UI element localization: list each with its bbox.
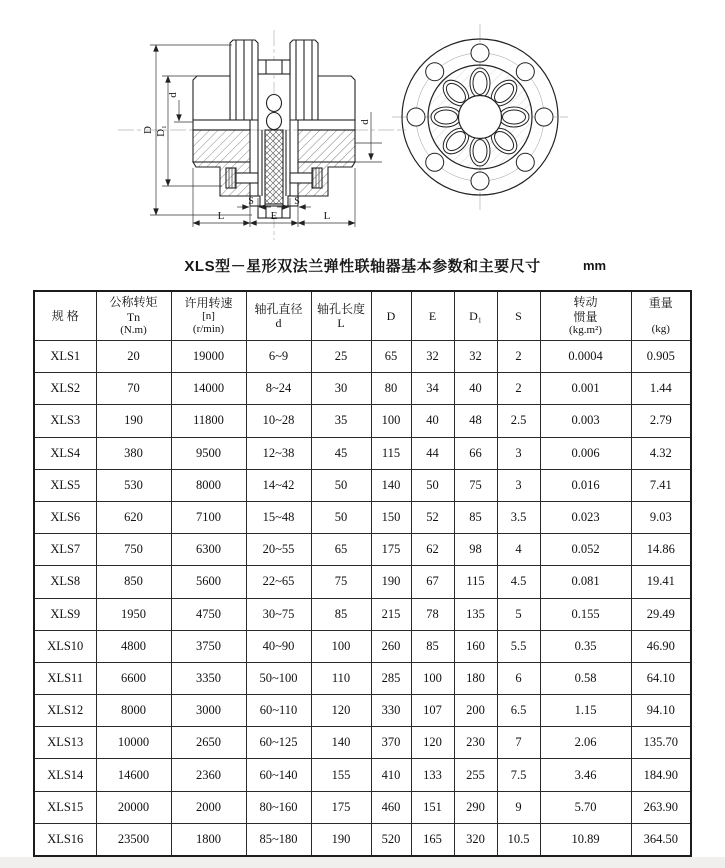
table-cell-bore_length: 25 xyxy=(311,341,371,373)
table-cell-inertia: 0.052 xyxy=(540,534,631,566)
table-cell-E: 50 xyxy=(411,469,454,501)
table-cell-allowable_speed: 7100 xyxy=(171,501,246,533)
table-cell-weight: 4.32 xyxy=(631,437,691,469)
table-row xyxy=(34,341,691,373)
table-cell-bore_diameter: 60~125 xyxy=(246,727,311,759)
header-cell-S: S xyxy=(497,291,540,341)
table-cell-D: 410 xyxy=(371,759,411,791)
table-cell-spec: XLS7 xyxy=(34,534,96,566)
dim-label-outer-diameter: D xyxy=(142,126,154,134)
dim-label-gap-right: S xyxy=(294,196,300,207)
table-cell-bore_diameter: 30~75 xyxy=(246,598,311,630)
table-cell-weight: 0.905 xyxy=(631,341,691,373)
table-cell-S: 5.5 xyxy=(497,630,540,662)
table-cell-D1: 66 xyxy=(454,437,497,469)
table-cell-E: 151 xyxy=(411,791,454,823)
table-cell-bore_diameter: 60~140 xyxy=(246,759,311,791)
table-cell-bore_length: 175 xyxy=(311,791,371,823)
dim-label-flange-diameter: D₁ xyxy=(155,125,167,137)
table-cell-D: 260 xyxy=(371,630,411,662)
table-cell-nominal_torque: 190 xyxy=(96,405,171,437)
table-cell-weight: 14.86 xyxy=(631,534,691,566)
table-cell-D: 285 xyxy=(371,662,411,694)
table-cell-nominal_torque: 6600 xyxy=(96,662,171,694)
table-cell-allowable_speed: 11800 xyxy=(171,405,246,437)
table-row xyxy=(34,534,691,566)
table-cell-D: 460 xyxy=(371,791,411,823)
table-cell-inertia: 0.001 xyxy=(540,373,631,405)
table-cell-weight: 46.90 xyxy=(631,630,691,662)
table-cell-bore_length: 50 xyxy=(311,469,371,501)
table-cell-bore_length: 140 xyxy=(311,727,371,759)
table-row xyxy=(34,791,691,823)
table-cell-D1: 135 xyxy=(454,598,497,630)
header-cell-nominal_torque: 公称转矩 Tn (N.m) xyxy=(96,291,171,341)
table-cell-S: 4.5 xyxy=(497,566,540,598)
table-cell-D: 80 xyxy=(371,373,411,405)
table-cell-S: 5 xyxy=(497,598,540,630)
table-cell-D: 65 xyxy=(371,341,411,373)
table-row xyxy=(34,695,691,727)
table-cell-bore_diameter: 14~42 xyxy=(246,469,311,501)
table-cell-inertia: 0.58 xyxy=(540,662,631,694)
table-cell-D: 215 xyxy=(371,598,411,630)
table-cell-D: 115 xyxy=(371,437,411,469)
table-cell-spec: XLS4 xyxy=(34,437,96,469)
table-cell-allowable_speed: 2000 xyxy=(171,791,246,823)
table-cell-D1: 98 xyxy=(454,534,497,566)
table-cell-bore_diameter: 50~100 xyxy=(246,662,311,694)
table-cell-E: 78 xyxy=(411,598,454,630)
table-cell-S: 3.5 xyxy=(497,501,540,533)
table-cell-E: 67 xyxy=(411,566,454,598)
table-cell-E: 40 xyxy=(411,405,454,437)
table-cell-E: 62 xyxy=(411,534,454,566)
table-cell-D: 330 xyxy=(371,695,411,727)
table-row xyxy=(34,405,691,437)
table-cell-inertia: 3.46 xyxy=(540,759,631,791)
table-cell-nominal_torque: 20000 xyxy=(96,791,171,823)
table-cell-S: 3 xyxy=(497,437,540,469)
table-cell-nominal_torque: 20 xyxy=(96,341,171,373)
page-bottom-edge xyxy=(0,857,725,868)
table-cell-spec: XLS16 xyxy=(34,823,96,856)
header-cell-inertia: 转动 惯量 (kg.m²) xyxy=(540,291,631,341)
dim-label-bore-left: d xyxy=(167,92,179,98)
table-cell-bore_length: 155 xyxy=(311,759,371,791)
table-header-row xyxy=(34,291,691,341)
table-cell-S: 6 xyxy=(497,662,540,694)
table-cell-bore_length: 30 xyxy=(311,373,371,405)
table-cell-spec: XLS12 xyxy=(34,695,96,727)
table-cell-spec: XLS6 xyxy=(34,501,96,533)
table-cell-E: 165 xyxy=(411,823,454,856)
header-cell-bore_length: 轴孔长度 L xyxy=(311,291,371,341)
table-cell-spec: XLS8 xyxy=(34,566,96,598)
table-cell-inertia: 0.155 xyxy=(540,598,631,630)
table-cell-allowable_speed: 3000 xyxy=(171,695,246,727)
table-cell-bore_length: 100 xyxy=(311,630,371,662)
dim-label-hub-length-right: L xyxy=(323,210,331,222)
table-cell-E: 107 xyxy=(411,695,454,727)
table-row xyxy=(34,566,691,598)
table-cell-bore_length: 85 xyxy=(311,598,371,630)
table-cell-D1: 230 xyxy=(454,727,497,759)
table-cell-weight: 364.50 xyxy=(631,823,691,856)
table-cell-bore_diameter: 22~65 xyxy=(246,566,311,598)
table-cell-D1: 115 xyxy=(454,566,497,598)
table-cell-nominal_torque: 1950 xyxy=(96,598,171,630)
table-cell-weight: 94.10 xyxy=(631,695,691,727)
table-cell-E: 44 xyxy=(411,437,454,469)
table-cell-S: 7.5 xyxy=(497,759,540,791)
table-cell-bore_length: 65 xyxy=(311,534,371,566)
table-cell-D: 520 xyxy=(371,823,411,856)
unit-label: mm xyxy=(583,258,607,273)
table-cell-nominal_torque: 8000 xyxy=(96,695,171,727)
table-cell-spec: XLS14 xyxy=(34,759,96,791)
table-row xyxy=(34,373,691,405)
table-cell-inertia: 0.016 xyxy=(540,469,631,501)
dim-label-middle-length: E xyxy=(270,210,278,222)
table-cell-inertia: 0.006 xyxy=(540,437,631,469)
table-cell-allowable_speed: 8000 xyxy=(171,469,246,501)
table-cell-inertia: 0.081 xyxy=(540,566,631,598)
table-cell-D: 100 xyxy=(371,405,411,437)
table-cell-allowable_speed: 6300 xyxy=(171,534,246,566)
table-cell-D1: 48 xyxy=(454,405,497,437)
table-cell-S: 9 xyxy=(497,791,540,823)
table-cell-E: 34 xyxy=(411,373,454,405)
table-cell-inertia: 1.15 xyxy=(540,695,631,727)
table-cell-bore_length: 110 xyxy=(311,662,371,694)
table-cell-D1: 320 xyxy=(454,823,497,856)
table-cell-E: 52 xyxy=(411,501,454,533)
table-cell-D1: 290 xyxy=(454,791,497,823)
dim-label-hub-length-left: L xyxy=(217,210,225,222)
table-cell-spec: XLS1 xyxy=(34,341,96,373)
table-cell-allowable_speed: 3350 xyxy=(171,662,246,694)
table-cell-S: 3 xyxy=(497,469,540,501)
table-cell-allowable_speed: 19000 xyxy=(171,341,246,373)
table-cell-weight: 7.41 xyxy=(631,469,691,501)
table-cell-nominal_torque: 14600 xyxy=(96,759,171,791)
table-cell-spec: XLS2 xyxy=(34,373,96,405)
header-cell-E: E xyxy=(411,291,454,341)
table-cell-nominal_torque: 380 xyxy=(96,437,171,469)
table-cell-inertia: 2.06 xyxy=(540,727,631,759)
table-cell-nominal_torque: 23500 xyxy=(96,823,171,856)
table-cell-bore_length: 35 xyxy=(311,405,371,437)
table-cell-D1: 255 xyxy=(454,759,497,791)
table-cell-nominal_torque: 850 xyxy=(96,566,171,598)
table-row xyxy=(34,662,691,694)
table-cell-S: 10.5 xyxy=(497,823,540,856)
table-cell-spec: XLS5 xyxy=(34,469,96,501)
dim-label-bore-right: d xyxy=(359,119,371,125)
table-cell-D1: 160 xyxy=(454,630,497,662)
parameters-table xyxy=(33,290,692,857)
table-cell-nominal_torque: 750 xyxy=(96,534,171,566)
table-cell-S: 7 xyxy=(497,727,540,759)
table-cell-D: 370 xyxy=(371,727,411,759)
table-cell-allowable_speed: 14000 xyxy=(171,373,246,405)
table-cell-nominal_torque: 620 xyxy=(96,501,171,533)
table-cell-nominal_torque: 4800 xyxy=(96,630,171,662)
table-cell-weight: 184.90 xyxy=(631,759,691,791)
table-cell-allowable_speed: 3750 xyxy=(171,630,246,662)
table-cell-bore_length: 120 xyxy=(311,695,371,727)
table-cell-weight: 263.90 xyxy=(631,791,691,823)
table-cell-bore_diameter: 60~110 xyxy=(246,695,311,727)
table-cell-D1: 75 xyxy=(454,469,497,501)
table-row xyxy=(34,469,691,501)
table-cell-D: 190 xyxy=(371,566,411,598)
table-cell-bore_length: 50 xyxy=(311,501,371,533)
table-cell-spec: XLS9 xyxy=(34,598,96,630)
table-cell-bore_diameter: 10~28 xyxy=(246,405,311,437)
table-cell-bore_diameter: 85~180 xyxy=(246,823,311,856)
table-cell-bore_diameter: 40~90 xyxy=(246,630,311,662)
table-row xyxy=(34,437,691,469)
table-cell-D1: 85 xyxy=(454,501,497,533)
parameters-table-wrap xyxy=(33,290,692,857)
table-cell-allowable_speed: 5600 xyxy=(171,566,246,598)
table-cell-S: 4 xyxy=(497,534,540,566)
table-cell-D1: 32 xyxy=(454,341,497,373)
table-cell-S: 2 xyxy=(497,341,540,373)
table-cell-bore_diameter: 8~24 xyxy=(246,373,311,405)
table-cell-spec: XLS11 xyxy=(34,662,96,694)
table-cell-nominal_torque: 10000 xyxy=(96,727,171,759)
table-row xyxy=(34,823,691,856)
table-row xyxy=(34,630,691,662)
table-cell-weight: 135.70 xyxy=(631,727,691,759)
dim-label-gap-left: S xyxy=(248,196,254,207)
table-cell-weight: 19.41 xyxy=(631,566,691,598)
table-cell-weight: 9.03 xyxy=(631,501,691,533)
table-cell-weight: 29.49 xyxy=(631,598,691,630)
table-cell-D: 150 xyxy=(371,501,411,533)
table-cell-weight: 1.44 xyxy=(631,373,691,405)
table-cell-inertia: 10.89 xyxy=(540,823,631,856)
table-cell-D1: 200 xyxy=(454,695,497,727)
table-cell-weight: 2.79 xyxy=(631,405,691,437)
table-cell-allowable_speed: 1800 xyxy=(171,823,246,856)
table-cell-bore_length: 190 xyxy=(311,823,371,856)
table-cell-allowable_speed: 2360 xyxy=(171,759,246,791)
header-cell-spec: 规 格 xyxy=(34,291,96,341)
table-cell-allowable_speed: 2650 xyxy=(171,727,246,759)
table-cell-inertia: 0.003 xyxy=(540,405,631,437)
table-cell-bore_diameter: 12~38 xyxy=(246,437,311,469)
header-cell-D1: D₁ xyxy=(454,291,497,341)
table-cell-E: 133 xyxy=(411,759,454,791)
table-cell-inertia: 5.70 xyxy=(540,791,631,823)
table-cell-nominal_torque: 530 xyxy=(96,469,171,501)
table-cell-bore_diameter: 6~9 xyxy=(246,341,311,373)
table-cell-D: 140 xyxy=(371,469,411,501)
table-cell-E: 120 xyxy=(411,727,454,759)
table-cell-spec: XLS3 xyxy=(34,405,96,437)
table-cell-S: 6.5 xyxy=(497,695,540,727)
table-cell-D1: 40 xyxy=(454,373,497,405)
technical-drawing xyxy=(0,0,725,252)
table-row xyxy=(34,501,691,533)
table-cell-bore_length: 75 xyxy=(311,566,371,598)
table-cell-E: 85 xyxy=(411,630,454,662)
table-cell-inertia: 0.35 xyxy=(540,630,631,662)
front-view xyxy=(392,24,568,212)
table-cell-inertia: 0.023 xyxy=(540,501,631,533)
header-cell-D: D xyxy=(371,291,411,341)
header-cell-bore_diameter: 轴孔直径 d xyxy=(246,291,311,341)
header-cell-weight: 重量 (kg) xyxy=(631,291,691,341)
table-cell-weight: 64.10 xyxy=(631,662,691,694)
table-cell-D1: 180 xyxy=(454,662,497,694)
table-row xyxy=(34,727,691,759)
table-cell-S: 2 xyxy=(497,373,540,405)
table-cell-spec: XLS13 xyxy=(34,727,96,759)
table-row xyxy=(34,759,691,791)
table-cell-D: 175 xyxy=(371,534,411,566)
table-cell-bore_diameter: 80~160 xyxy=(246,791,311,823)
header-cell-allowable_speed: 许用转速 [n] (r/min) xyxy=(171,291,246,341)
table-cell-S: 2.5 xyxy=(497,405,540,437)
table-cell-inertia: 0.0004 xyxy=(540,341,631,373)
table-cell-nominal_torque: 70 xyxy=(96,373,171,405)
table-cell-bore_diameter: 15~48 xyxy=(246,501,311,533)
table-cell-bore_length: 45 xyxy=(311,437,371,469)
table-row xyxy=(34,598,691,630)
page-title: XLS型－星形双法兰弹性联轴器基本参数和主要尺寸 xyxy=(184,258,541,275)
table-cell-spec: XLS10 xyxy=(34,630,96,662)
table-cell-E: 32 xyxy=(411,341,454,373)
table-cell-allowable_speed: 9500 xyxy=(171,437,246,469)
table-cell-bore_diameter: 20~55 xyxy=(246,534,311,566)
table-cell-allowable_speed: 4750 xyxy=(171,598,246,630)
table-cell-E: 100 xyxy=(411,662,454,694)
table-cell-spec: XLS15 xyxy=(34,791,96,823)
